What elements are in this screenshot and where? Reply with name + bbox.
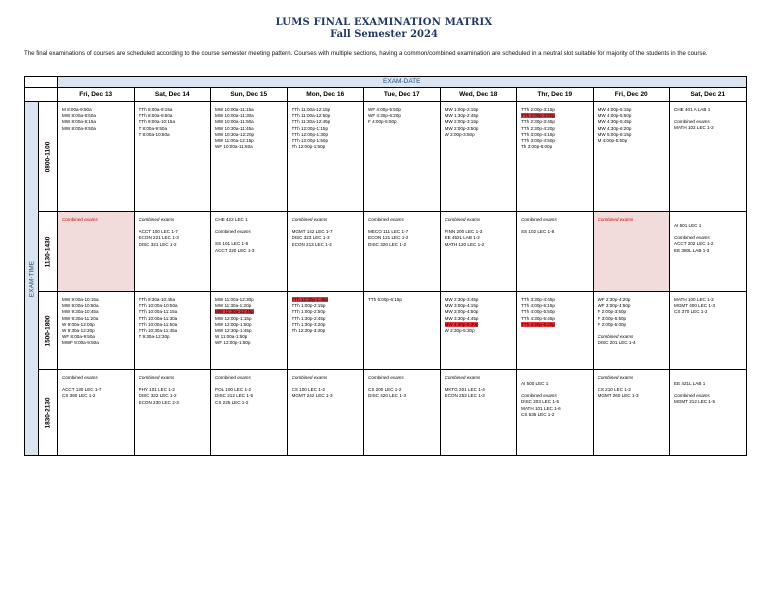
exam-entry: Combined exams	[674, 119, 710, 125]
exam-cell	[58, 212, 135, 292]
exam-entry: MW 2:00p-3:50p	[444, 125, 479, 131]
exam-entry: MATH 120 LEC 1-2	[444, 241, 485, 247]
exam-entry: W 11:00a-1:50p	[215, 334, 248, 340]
exam-entry: MGMT 212 LEC 1-5	[674, 399, 716, 405]
exam-entry: WF 12:00p-1:50p	[215, 340, 251, 346]
exam-cell	[211, 370, 288, 456]
exam-entry: POL 100 LEC 1-2	[215, 387, 252, 393]
exam-cell	[211, 102, 288, 212]
exam-entry: MW 10:30a-11:45a	[215, 125, 254, 131]
time-slot-text: 0800-1100	[44, 141, 52, 172]
exam-entry: MW 9:00a-10:15a	[62, 297, 99, 302]
exam-entry: CS 200 LEC 1-2	[368, 387, 402, 393]
exam-cell	[593, 212, 670, 292]
exam-entry: ACCT 220 LEC 1-3	[215, 247, 255, 253]
exam-cell	[134, 370, 211, 456]
exam-entry: MATH 101 LEC 1-6	[521, 405, 561, 411]
exam-entry: MW 4:30p-6:20p	[597, 125, 632, 131]
exam-entry: W 9:30a-12:30p	[62, 328, 95, 334]
exam-entry: AI 501 LEC 1	[674, 223, 702, 228]
exam-entry: TTh 1:30p-2:45p	[291, 315, 326, 321]
exam-cell	[440, 370, 517, 456]
exam-entry: MW 12:30p-1:45p	[215, 328, 252, 334]
day-header: Sat, Dec 21	[670, 88, 747, 102]
exam-entry: TTh 1:00p-2:15p	[291, 303, 326, 309]
exam-entry: F 3:00p-5:50p	[597, 315, 627, 321]
exam-cell	[670, 212, 747, 292]
exam-entry: Th 12:30p-3:30p	[291, 328, 326, 334]
exam-entry: DISC 321 LEC 1-2	[138, 241, 177, 247]
exam-entry: Combined exams	[138, 375, 175, 380]
exam-entry: TTh 2:30p-4:20p	[521, 125, 555, 131]
exam-cell	[593, 370, 670, 456]
exam-entry: TTh 4:30p-5:45p	[521, 315, 555, 321]
exam-entry: MW 11:00a-12:15p	[215, 138, 254, 144]
exam-entry: WF 3:00p-4:50p	[597, 303, 631, 309]
exam-cell	[440, 212, 517, 292]
exam-entry: TTh 11:00a-12:50p	[291, 113, 331, 119]
exam-entry: ACCT 130 LEC 1-7	[62, 387, 102, 393]
exam-entry: MW 8:00a-9:15a	[62, 119, 96, 125]
exam-entry: TTh 5:00p-6:15p	[368, 297, 402, 302]
exam-entry: TTh 4:00p-5:50p	[521, 309, 555, 315]
exam-entry: F 2:00p-5:00p	[597, 321, 627, 327]
exam-entry: TTh 12:00p-1:15p	[291, 125, 329, 131]
exam-cell	[134, 292, 211, 370]
time-slot-text: 1500-1800	[44, 314, 52, 347]
exam-cell	[287, 370, 364, 456]
exam-entry: MW 11:30a-1:20p	[215, 303, 252, 309]
exam-cell	[287, 212, 364, 292]
day-header: Sat, Dec 14	[134, 88, 211, 102]
exam-entry: TTh 8:00a-9:50a	[138, 113, 173, 119]
exam-entry: TTh 9:00a-10:15a	[138, 119, 176, 125]
exam-entry: MGMT 260 LEC 1-3	[597, 393, 639, 399]
exam-entry: CHE 401 A LAB 1	[674, 107, 711, 112]
exam-entry: W 2:30p-5:30p	[444, 328, 475, 334]
intro-paragraph: The final examinations of courses are scheduled according to the course semester meeting pattern. Courses with multiple sections, having a common/combined examination are scheduled in a neutral slot suitable for majority of the students in the course.	[24, 50, 708, 57]
time-slot-label	[39, 292, 58, 370]
exam-entry: EE 380L LAB 1-3	[674, 247, 710, 253]
exam-entry: CS 360 LEC 1-2	[62, 393, 96, 399]
day-header: Tue, Dec 17	[364, 88, 441, 102]
exam-entry: MWF 9:00a-9:50a	[62, 340, 99, 346]
exam-cell	[211, 292, 288, 370]
exam-entry: EE 421L LAB 1	[674, 381, 706, 386]
exam-entry: MW 12:00p-1:50p	[215, 321, 252, 327]
exam-entry: WF 4:30p-6:20p	[368, 113, 401, 119]
exam-entry: Combined exams	[138, 217, 175, 222]
exam-entry: WF 4:00p-5:50p	[368, 107, 401, 112]
exam-entry: TTh 10:00a-11:15a	[138, 309, 178, 315]
exam-entry: Combined exams	[674, 235, 710, 241]
exam-entry: MW 2:00p-3:15p	[444, 119, 479, 125]
highlighted-entry: TTh 4:30p-6:20p	[521, 321, 555, 327]
exam-cell	[593, 292, 670, 370]
exam-entry: MATH 102 LEC 1-2	[674, 125, 714, 131]
exam-entry: CS 370 LEC 1-2	[674, 309, 708, 315]
highlighted-entry: TTh 12:30p-1:45p	[291, 297, 329, 302]
exam-entry: FINN 200 LEC 1-3	[444, 229, 483, 235]
exam-entry: Combined exams	[597, 375, 634, 380]
exam-entry: MECO 111 LEC 1-7	[368, 229, 409, 235]
exam-entry: SS 101 LEC 1-5	[215, 241, 249, 247]
exam-entry: SS 102 LEC 1-8	[521, 229, 555, 235]
exam-cell	[287, 102, 364, 212]
exam-entry: ECON 253 LEC 1-2	[444, 393, 485, 399]
time-slot-label	[39, 370, 58, 456]
exam-entry: Combined exams	[521, 217, 557, 222]
exam-entry: ECON 121 LEC 1-2	[368, 235, 409, 241]
exam-cell	[134, 212, 211, 292]
exam-entry: ECON 221 LEC 1-3	[138, 235, 179, 241]
exam-entry: W 2:00p-3:50p	[444, 131, 475, 137]
exam-cell	[517, 102, 594, 212]
exam-entry: MW 10:00a-11:30a	[215, 113, 254, 119]
exam-entry: TTh 10:30a-11:45a	[138, 328, 178, 334]
exam-entry: Combined exams	[291, 375, 328, 380]
exam-entry: MW 1:00p-2:15p	[444, 107, 479, 112]
exam-entry: MW 3:00p-4:15p	[444, 303, 479, 309]
exam-entry: T 8:00a-10:50a	[138, 131, 170, 137]
exam-entry: Combined exams	[597, 217, 634, 222]
exam-entry	[521, 322, 590, 328]
exam-date-header: EXAM-DATE	[58, 77, 747, 88]
exam-entry: MW 4:30p-5:45p	[597, 119, 632, 125]
exam-entry: MW 10:30a-12:20p	[215, 131, 255, 137]
exam-entry: TTh 12:00p-1:30p	[291, 131, 329, 137]
page-title: LUMS FINAL EXAMINATION MATRIX	[275, 17, 493, 28]
exam-entry: AI 500 LEC 1	[521, 381, 549, 386]
exam-cell	[134, 102, 211, 212]
exam-cell	[58, 102, 135, 212]
exam-entry: CHE 422 LEC 1	[215, 217, 248, 222]
exam-entry: MGMT 242 LEC 1-3	[291, 393, 333, 399]
day-header: Fri, Dec 13	[58, 88, 135, 102]
exam-entry: MW 5:00p-6:15p	[597, 131, 632, 137]
exam-entry: MATH 100 LEC 1-2	[674, 297, 714, 302]
corner-cell	[25, 77, 58, 88]
exam-entry: TTh 4:00p-5:15p	[521, 303, 555, 309]
exam-cell	[58, 292, 135, 370]
exam-cell	[364, 292, 441, 370]
exam-entry: DISC 322 LEC 1-2	[138, 393, 177, 399]
exam-entry: TTh 2:00p-3:15p	[521, 107, 555, 112]
exam-entry: MW 10:00a-11:15a	[215, 107, 254, 112]
exam-entry: CS 225 LEC 1-2	[215, 399, 249, 405]
exam-entry: MW 1:30p-2:45p	[444, 113, 479, 119]
exam-entry: TTh 3:00p-4:15p	[521, 131, 555, 137]
day-header: Sun, Dec 15	[211, 88, 288, 102]
exam-entry: MW 4:00p-5:15p	[597, 107, 632, 112]
exam-cell	[517, 370, 594, 456]
exam-cell	[670, 370, 747, 456]
day-header: Thr, Dec 19	[517, 88, 594, 102]
exam-entry: EE 452L LAB 1-2	[444, 235, 480, 241]
exam-entry: TTh 8:00a-9:15a	[138, 107, 173, 112]
exam-entry: Combined exams	[597, 334, 634, 340]
exam-entry: MW 11:00a-12:30p	[215, 297, 254, 302]
highlighted-entry: MW 11:30a-12:45p	[215, 309, 254, 315]
exam-entry: DISC 323 LEC 1-3	[291, 235, 330, 241]
exam-entry: ACCT 202 LEC 1-2	[674, 241, 714, 247]
exam-entry: DISC 320 LEC 1-2	[368, 241, 407, 247]
highlighted-entry: MW 4:30p-5:30p	[444, 321, 479, 327]
exam-entry: WF 2:30p-4:20p	[597, 297, 631, 302]
exam-entry: ECON 230 LEC 2-3	[138, 399, 179, 405]
exam-time-label: EXAM-TIME	[28, 260, 35, 297]
exam-entry: MGMT 400 LEC 1-3	[674, 303, 716, 309]
exam-entry: Combined exams	[215, 375, 251, 380]
exam-entry: MW 8:00a-9:50a	[62, 125, 96, 131]
exam-entry: TTh 11:00a-12:15p	[291, 107, 331, 112]
exam-entry: MW 2:30p-3:45p	[444, 297, 479, 302]
exam-entry: TTh 2:30p-3:45p	[521, 119, 555, 125]
day-header: Fri, Dec 20	[593, 88, 670, 102]
exam-entry: MKTG 201 LEC 1-4	[444, 387, 485, 393]
exam-entry: MW 9:30a-11:20a	[62, 315, 99, 321]
exam-entry: F 4:00p-5:50p	[368, 119, 397, 125]
exam-entry: T 9:30a-12:30p	[138, 334, 170, 340]
exam-entry: Combined exams	[368, 375, 404, 380]
page-subtitle: Fall Semester 2024	[330, 29, 438, 40]
exam-entry: TTh 10:00a-11:30a	[138, 315, 178, 321]
exam-cell	[364, 212, 441, 292]
exam-entry: MW 8:00a-8:50a	[62, 113, 96, 119]
time-slot-text: 1130-1430	[44, 236, 52, 267]
exam-entry: CS 210 LEC 1-2	[597, 387, 631, 393]
exam-cell	[58, 370, 135, 456]
exam-entry: M 4:00p-5:50p	[597, 138, 628, 144]
exam-entry: MW 12:00p-1:15p	[215, 315, 252, 321]
exam-entry: ACCT 100 LEC 1-7	[138, 229, 178, 235]
exam-entry: CS 535 LEC 1-2	[521, 411, 555, 417]
exam-entry: M 8:00a-9:50a	[62, 107, 92, 112]
corner-cell	[25, 88, 58, 102]
exam-cell	[517, 212, 594, 292]
exam-entry: MW 9:30a-10:45a	[62, 309, 99, 315]
exam-entry: MGMT 142 LEC 1-7	[291, 229, 333, 235]
exam-entry: TTh 10:00a-10:50a	[138, 303, 178, 309]
exam-entry: DISC 203 LEC 1-5	[521, 399, 560, 405]
exam-entry: Combined exams	[521, 393, 557, 399]
exam-entry: Combined exams	[62, 217, 98, 222]
exam-cell	[593, 102, 670, 212]
exam-cell	[211, 212, 288, 292]
exam-entry: DISC 212 LEC 1-5	[215, 393, 254, 399]
exam-entry: Combined exams	[674, 393, 710, 399]
exam-cell	[517, 292, 594, 370]
exam-entry: TTh 3:30p-4:45p	[521, 297, 555, 302]
exam-entry: TTh 3:00p-4:50p	[521, 138, 555, 144]
exam-entry: DISC 420 LEC 1-3	[368, 393, 407, 399]
exam-cell	[440, 102, 517, 212]
exam-entry: MW 3:00p-4:50p	[444, 309, 479, 315]
exam-entry: TTh 11:30a-12:45p	[291, 119, 331, 125]
exam-entry: PHY 101 LEC 1-2	[138, 387, 175, 393]
exam-matrix-table	[24, 76, 747, 456]
exam-cell	[364, 102, 441, 212]
exam-cell	[440, 292, 517, 370]
exam-cell	[670, 292, 747, 370]
exam-entry: MW 9:00a-10:50a	[62, 303, 99, 309]
exam-entry: Combined exams	[291, 217, 328, 222]
exam-entry: Combined exams	[215, 229, 251, 235]
time-slot-label	[39, 102, 58, 212]
highlighted-entry: TTh 2:00p-3:50p	[521, 113, 555, 119]
exam-entry: TTh 1:00p-2:50p	[291, 309, 326, 315]
exam-entry: F 2:00p-3:50p	[597, 309, 627, 315]
exam-entry: MW 10:00a-11:50a	[215, 119, 254, 125]
exam-entry: TTh 12:00p-1:50p	[291, 138, 329, 144]
exam-entry: WF 10:00a-11:50a	[215, 144, 253, 150]
exam-entry: DISC 201 LEC 1-4	[597, 340, 636, 346]
exam-time-header	[25, 102, 39, 456]
exam-entry: Th 12:00p-1:50p	[291, 144, 326, 150]
exam-entry: TTh 10:00a-11:50a	[138, 321, 178, 327]
time-slot-text: 1830-2130	[44, 396, 52, 429]
exam-entry: T 8:00a-9:50a	[138, 125, 168, 131]
exam-entry: Combined exams	[444, 375, 481, 380]
exam-entry: MW 4:00p-5:50p	[597, 113, 632, 119]
exam-entry: Combined exams	[368, 217, 404, 222]
exam-entry: Combined exams	[444, 217, 481, 222]
exam-entry: TTh 9:30a-10:45a	[138, 297, 176, 302]
time-slot-label	[39, 212, 58, 292]
exam-cell	[670, 102, 747, 212]
exam-entry: Combined exams	[62, 375, 98, 380]
day-header: Wed, Dec 18	[440, 88, 517, 102]
exam-cell	[364, 370, 441, 456]
exam-entry: W 9:00a-12:00p	[62, 321, 95, 327]
exam-entry: WF 8:00a-9:50a	[62, 334, 95, 340]
day-header: Mon, Dec 16	[287, 88, 364, 102]
exam-entry: Th 3:00p-6:00p	[521, 144, 553, 150]
exam-entry: MW 3:30p-4:45p	[444, 315, 479, 321]
exam-entry: ECON 213 LEC 1-2	[291, 241, 332, 247]
exam-entry: TTh 1:30p-3:20p	[291, 321, 326, 327]
exam-entry: CS 100 LEC 1-2	[291, 387, 325, 393]
exam-cell	[287, 292, 364, 370]
